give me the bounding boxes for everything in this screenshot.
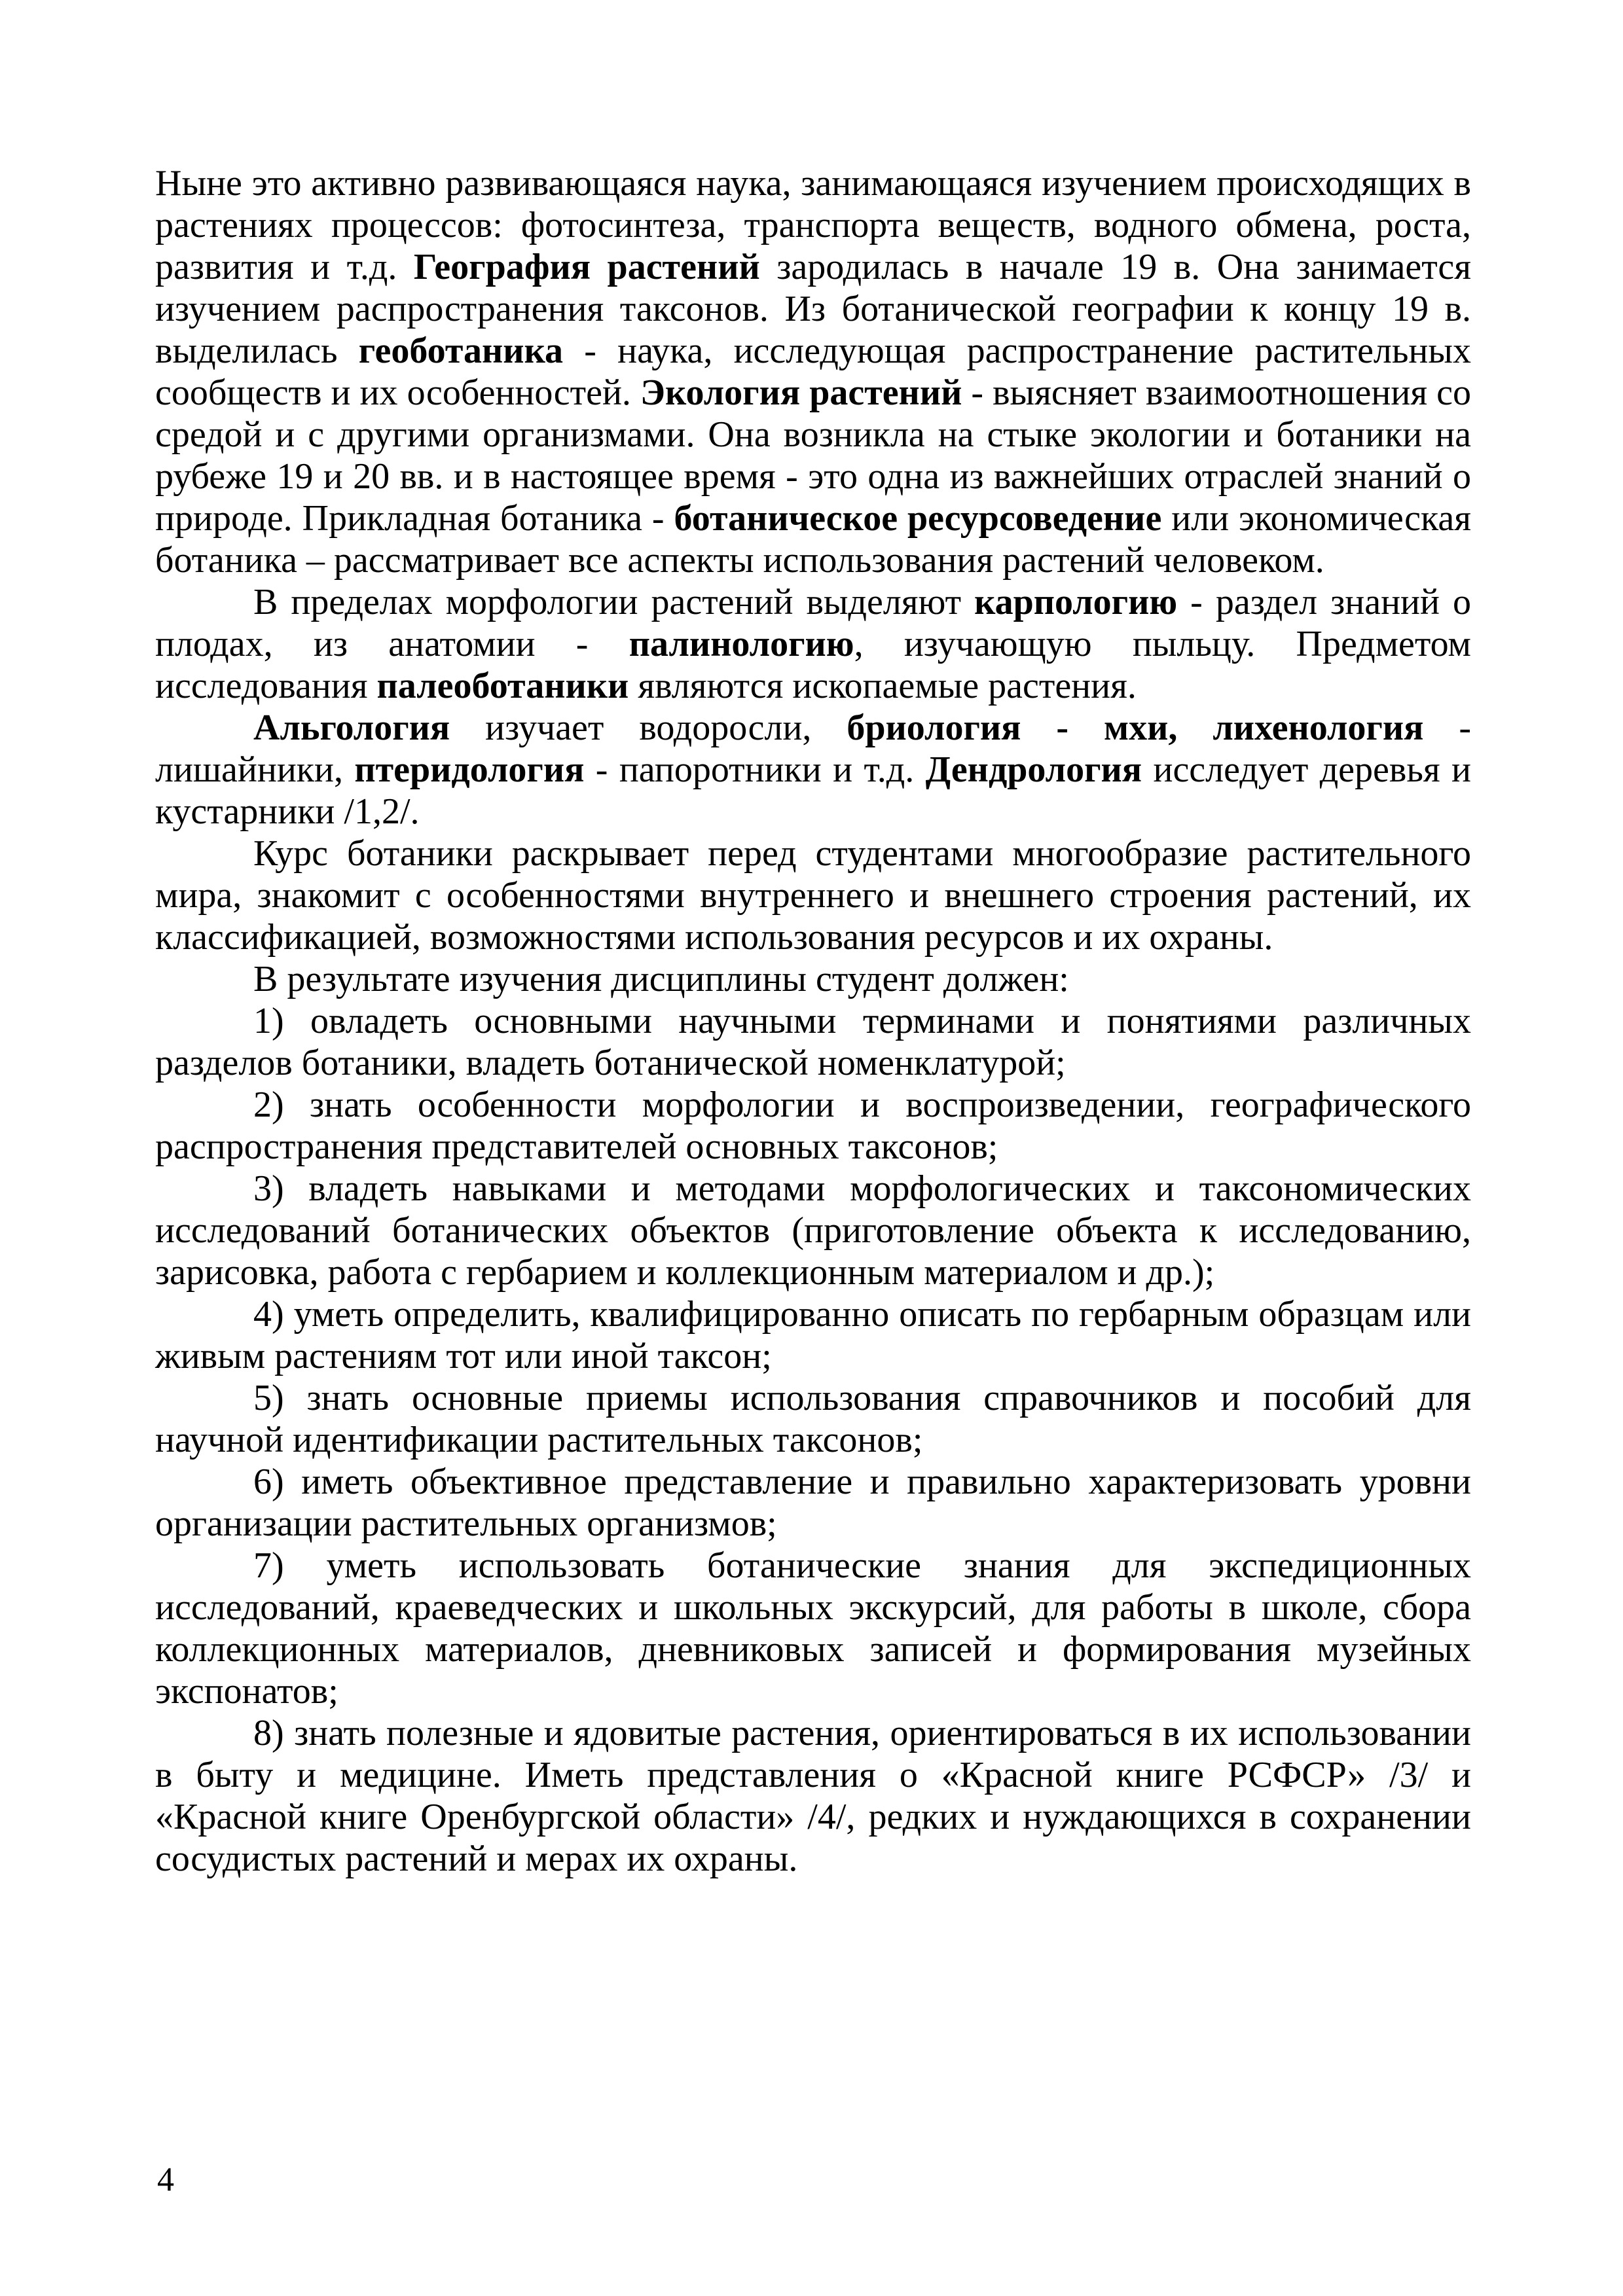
bold-text-run: палинологию <box>629 624 854 664</box>
text-run: , изучающую пыльцу. Предметом исследования <box>155 624 1471 706</box>
bold-text-run: бриология - мхи, <box>847 708 1178 748</box>
paragraph <box>155 1000 1471 1084</box>
text-run: - наука, исследующая распространение растительных сообществ и их особенностей. <box>155 331 1472 413</box>
paragraph <box>155 1712 1471 1880</box>
text-run: В пределах морфологии растений выделяют <box>253 582 975 622</box>
text-run: исследует деревья и кустарники /1,2/. <box>155 749 1471 832</box>
text-run: или экономическая ботаника – рассматривает все аспекты использования растений человеком. <box>155 498 1471 581</box>
bold-text-run: карпологию <box>974 582 1178 622</box>
text-run: - раздел знаний о плодах, из анатомии - <box>155 582 1471 664</box>
bold-text-run: геоботаника <box>358 331 563 371</box>
text-run: Курс ботаники раскрывает перед студентами многообразие растительного мира, знакомит с особенностями внутреннего и внешнего строения растений, их классификацией, возможностями использования ресурсов и их охраны. <box>155 833 1471 958</box>
text-run: 1) овладеть основными научными терминами и понятиями различных разделов ботаники, владеть ботанической номенклатурой; <box>155 1001 1471 1083</box>
text-run: - выясняет взаимоотношения со средой и с другими организмами. Она возникла на стыке экологии и ботаники на рубеже 19 и 20 вв. и в настоящее время - это одна из важнейших отраслей знаний о природе. Прикладная ботаника - <box>155 372 1471 539</box>
paragraph <box>155 833 1471 958</box>
bold-text-run: птеридология <box>354 749 585 790</box>
text-run: 3) владеть навыками и методами морфологических и таксономических исследований ботанических объектов (приготовление объекта к исследованию, зарисовка, работа с гербарием и коллекционным материалом и др.); <box>155 1168 1471 1293</box>
paragraph <box>155 707 1471 833</box>
text-run: 5) знать основные приемы использования справочников и пособий для научной идентификации растительных таксонов; <box>155 1378 1471 1460</box>
text-run: 7) уметь использовать ботанические знания для экспедиционных исследований, краеведческих и школьных экскурсий, для работы в школе, сбора коллекционных материалов, дневниковых записей и формирования музейных экспонатов; <box>155 1545 1471 1712</box>
bold-text-run: палеоботаники <box>376 666 629 706</box>
document-text <box>155 162 1471 1880</box>
text-run <box>1177 708 1213 748</box>
paragraph <box>155 1084 1471 1168</box>
bold-text-run: Альгология <box>253 708 450 748</box>
paragraph <box>155 1461 1471 1545</box>
page-number: 4 <box>157 2161 174 2198</box>
text-run: - папоротники и т.д. <box>584 749 926 790</box>
paragraph <box>155 1293 1471 1377</box>
bold-text-run: География растений <box>413 247 760 287</box>
bold-text-run: Экология растений <box>640 372 962 413</box>
bold-text-run: лихенология <box>1213 708 1424 748</box>
text-run: 2) знать особенности морфологии и воспроизведении, географического распространения представителей основных таксонов; <box>155 1085 1471 1167</box>
bold-text-run: Дендрология <box>925 749 1142 790</box>
paragraph <box>155 1377 1471 1461</box>
paragraph <box>155 581 1471 707</box>
text-run: 6) иметь объективное представление и правильно характеризовать уровни организации растительных организмов; <box>155 1462 1471 1544</box>
text-run: Ныне это активно развивающаяся наука, занимающаяся изучением происходящих в растениях процессов: фотосинтеза, транспорта веществ, водного обмена, роста, развития и т.д. <box>155 163 1471 287</box>
text-run: изучает водоросли, <box>450 708 847 748</box>
bold-text-run: ботаническое ресурсоведение <box>674 498 1162 539</box>
text-run: 4) уметь определить, квалифицированно описать по гербарным образцам или живым растениям тот или иной таксон; <box>155 1294 1471 1376</box>
paragraph <box>155 1168 1471 1293</box>
paragraph <box>155 1545 1471 1712</box>
text-run: зародилась в начале 19 в. Она занимается изучением распространения таксонов. Из ботанической географии к концу 19 в. выделилась <box>155 247 1472 371</box>
text-run: В результате изучения дисциплины студент должен: <box>253 959 1069 999</box>
text-run: - лишайники, <box>155 708 1471 790</box>
text-run: являются ископаемые растения. <box>629 666 1137 706</box>
paragraph <box>155 162 1471 581</box>
text-run: 8) знать полезные и ядовитые растения, ориентироваться в их использовании в быту и медицине. Иметь представления о «Красной книге РСФСР» /3/ и «Красной книге Оренбургской области» /4/, редких и нуждающихся в сохранении сосудистых растений и мерах их охраны. <box>155 1713 1471 1879</box>
paragraph <box>155 958 1471 1000</box>
